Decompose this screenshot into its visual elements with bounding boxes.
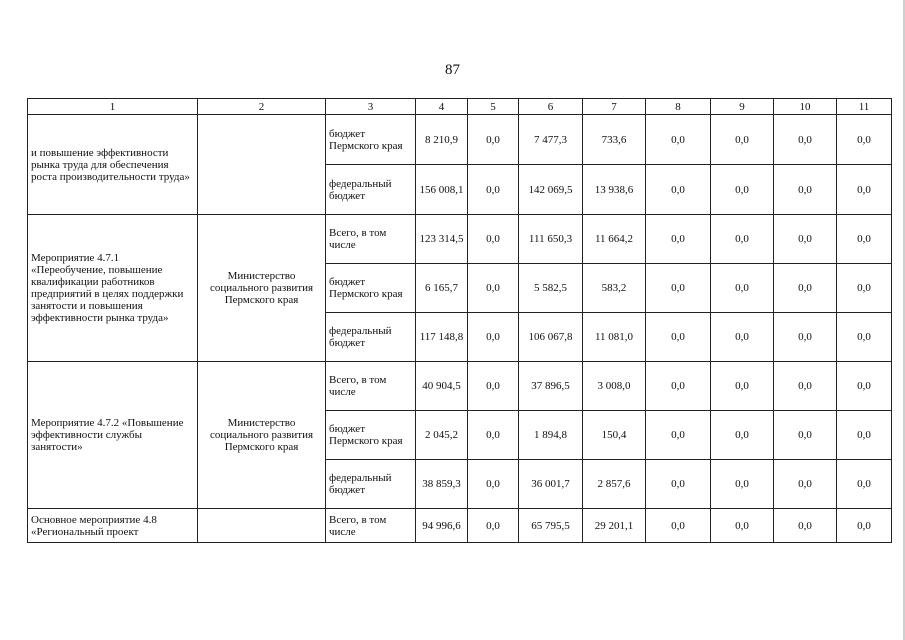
amount-cell: 0,0 [646, 460, 711, 509]
amount-cell: 5 582,5 [519, 264, 583, 313]
amount-cell: 156 008,1 [416, 165, 468, 215]
column-header: 9 [711, 99, 774, 115]
column-header: 6 [519, 99, 583, 115]
column-header: 2 [198, 99, 326, 115]
table-row [28, 115, 892, 165]
funding-source-cell: федеральный бюджет [326, 460, 416, 509]
funding-source-cell: Всего, в том числе [326, 215, 416, 264]
amount-cell: 0,0 [774, 313, 837, 362]
amount-cell: 0,0 [837, 115, 892, 165]
amount-cell: 0,0 [837, 215, 892, 264]
funding-source-cell: Всего, в том числе [326, 362, 416, 411]
amount-cell: 0,0 [837, 411, 892, 460]
amount-cell: 0,0 [837, 509, 892, 543]
amount-cell: 0,0 [774, 115, 837, 165]
amount-cell: 0,0 [711, 460, 774, 509]
amount-cell: 0,0 [837, 264, 892, 313]
amount-cell: 29 201,1 [583, 509, 646, 543]
amount-cell: 36 001,7 [519, 460, 583, 509]
amount-cell: 0,0 [468, 460, 519, 509]
event-cell: Мероприятие 4.7.2 «Повышение эффективности службы занятости» [28, 362, 198, 509]
executor-cell [198, 509, 326, 543]
amount-cell: 583,2 [583, 264, 646, 313]
amount-cell: 0,0 [711, 411, 774, 460]
amount-cell: 0,0 [711, 264, 774, 313]
amount-cell: 65 795,5 [519, 509, 583, 543]
funding-source-cell: бюджет Пермского края [326, 264, 416, 313]
funding-source-cell: Всего, в том числе [326, 509, 416, 543]
amount-cell: 6 165,7 [416, 264, 468, 313]
funding-source-cell: федеральный бюджет [326, 165, 416, 215]
amount-cell: 0,0 [646, 509, 711, 543]
amount-cell: 733,6 [583, 115, 646, 165]
column-header: 8 [646, 99, 711, 115]
page-number: 87 [445, 62, 460, 78]
amount-cell: 0,0 [646, 215, 711, 264]
amount-cell: 0,0 [711, 165, 774, 215]
amount-cell: 37 896,5 [519, 362, 583, 411]
amount-cell: 0,0 [468, 215, 519, 264]
amount-cell: 150,4 [583, 411, 646, 460]
amount-cell: 0,0 [711, 115, 774, 165]
amount-cell: 0,0 [646, 115, 711, 165]
amount-cell: 0,0 [646, 165, 711, 215]
amount-cell: 0,0 [468, 509, 519, 543]
column-header: 4 [416, 99, 468, 115]
amount-cell: 0,0 [468, 165, 519, 215]
table-row [28, 509, 892, 543]
amount-cell: 38 859,3 [416, 460, 468, 509]
table-row [28, 362, 892, 411]
amount-cell: 0,0 [646, 313, 711, 362]
amount-cell: 123 314,5 [416, 215, 468, 264]
amount-cell: 0,0 [646, 411, 711, 460]
amount-cell: 94 996,6 [416, 509, 468, 543]
amount-cell: 0,0 [774, 264, 837, 313]
amount-cell: 11 664,2 [583, 215, 646, 264]
amount-cell: 11 081,0 [583, 313, 646, 362]
amount-cell: 117 148,8 [416, 313, 468, 362]
column-header: 11 [837, 99, 892, 115]
amount-cell: 0,0 [837, 460, 892, 509]
column-header: 5 [468, 99, 519, 115]
column-header: 1 [28, 99, 198, 115]
amount-cell: 0,0 [774, 411, 837, 460]
amount-cell: 106 067,8 [519, 313, 583, 362]
executor-cell: Министерство социального развития Пермского края [198, 215, 326, 362]
event-cell: и повышение эффективности рынка труда для обеспечения роста производительности труда» [28, 115, 198, 215]
table-row [28, 215, 892, 264]
funding-source-cell: федеральный бюджет [326, 313, 416, 362]
amount-cell: 0,0 [468, 411, 519, 460]
amount-cell: 0,0 [774, 215, 837, 264]
amount-cell: 0,0 [774, 165, 837, 215]
executor-cell [198, 115, 326, 215]
amount-cell: 142 069,5 [519, 165, 583, 215]
amount-cell: 0,0 [711, 362, 774, 411]
amount-cell: 0,0 [774, 362, 837, 411]
amount-cell: 8 210,9 [416, 115, 468, 165]
amount-cell: 0,0 [468, 362, 519, 411]
amount-cell: 0,0 [646, 264, 711, 313]
amount-cell: 0,0 [711, 509, 774, 543]
amount-cell: 7 477,3 [519, 115, 583, 165]
funding-source-cell: бюджет Пермского края [326, 115, 416, 165]
amount-cell: 13 938,6 [583, 165, 646, 215]
amount-cell: 0,0 [468, 313, 519, 362]
amount-cell: 0,0 [837, 313, 892, 362]
amount-cell: 1 894,8 [519, 411, 583, 460]
amount-cell: 0,0 [774, 509, 837, 543]
amount-cell: 0,0 [646, 362, 711, 411]
amount-cell: 0,0 [468, 115, 519, 165]
amount-cell: 2 045,2 [416, 411, 468, 460]
executor-cell: Министерство социального развития Пермского края [198, 362, 326, 509]
event-cell: Основное мероприятие 4.8 «Региональный проект [28, 509, 198, 543]
header-row [28, 99, 892, 115]
amount-cell: 3 008,0 [583, 362, 646, 411]
column-header: 10 [774, 99, 837, 115]
amount-cell: 2 857,6 [583, 460, 646, 509]
column-header: 3 [326, 99, 416, 115]
amount-cell: 0,0 [837, 165, 892, 215]
amount-cell: 0,0 [774, 460, 837, 509]
amount-cell: 0,0 [711, 215, 774, 264]
budget-table [27, 98, 892, 543]
amount-cell: 0,0 [468, 264, 519, 313]
funding-source-cell: бюджет Пермского края [326, 411, 416, 460]
amount-cell: 111 650,3 [519, 215, 583, 264]
amount-cell: 0,0 [711, 313, 774, 362]
column-header: 7 [583, 99, 646, 115]
amount-cell: 0,0 [837, 362, 892, 411]
amount-cell: 40 904,5 [416, 362, 468, 411]
event-cell: Мероприятие 4.7.1 «Переобучение, повышение квалификации работников предприятий в целях поддержки занятости и повышения эффективности рынка труда» [28, 215, 198, 362]
